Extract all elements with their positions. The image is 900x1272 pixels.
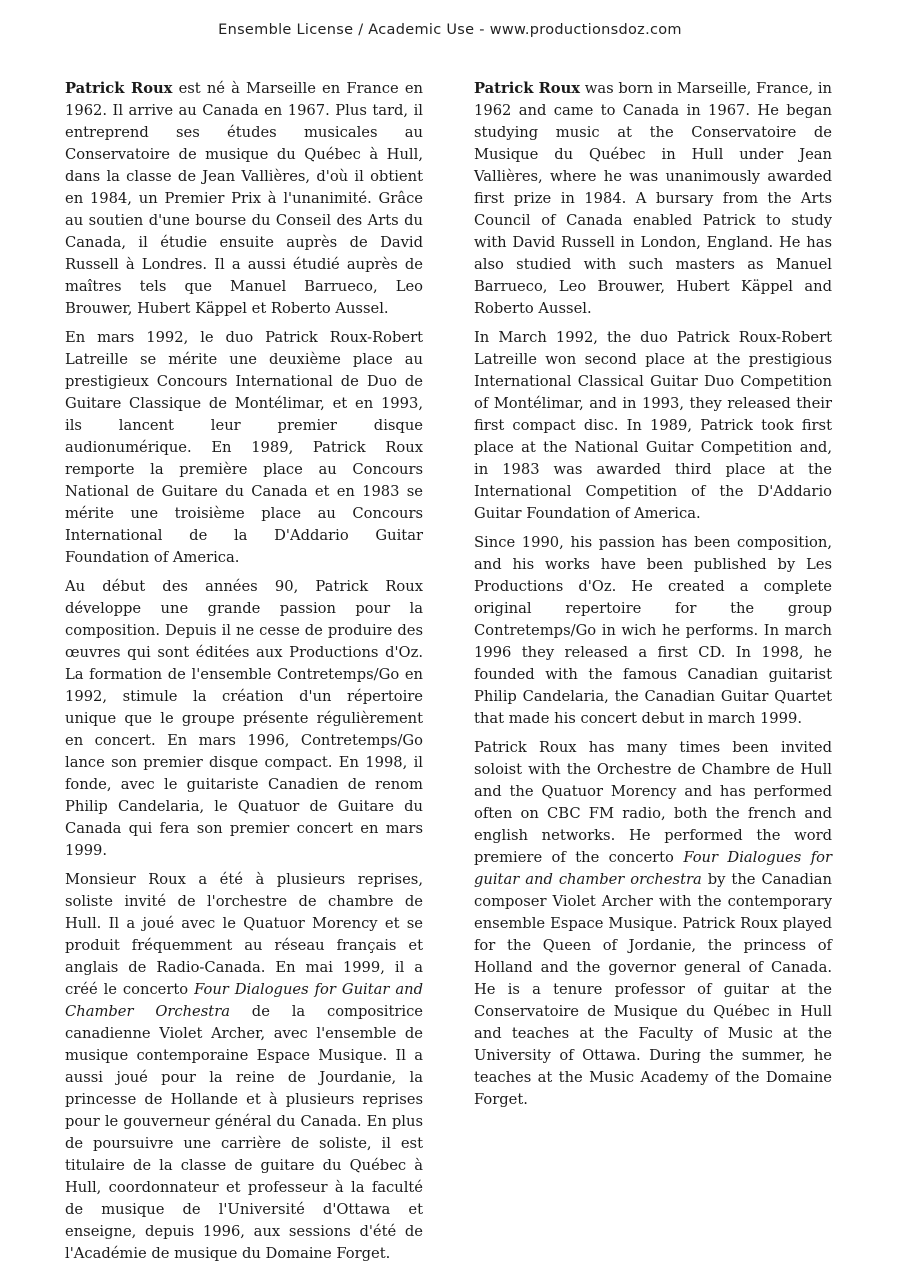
french-lead-name: Patrick Roux: [65, 80, 173, 97]
french-paragraph-4-before: Monsieur Roux a été à plusieurs reprises, soliste invité de l'orchestre de chambre de Hull. Il a joué avec le Quatuor Morency et se produit fréquemment au réseau français et anglais de Radio-Canada. En mai 1999, il a créé le concerto: [65, 871, 423, 998]
english-biography-column: [474, 78, 832, 1118]
english-paragraph-2: In March 1992, the duo Patrick Roux-Robert Latreille won second place at the prestigious International Classical Guitar Duo Competition of Montélimar, and in 1993, they released their first compact disc. In 1989, Patrick took first place at the National Guitar Competition and, in 1983 was awarded third place at the International Competition of the D'Addario Guitar Foundation of America.: [474, 329, 832, 522]
french-paragraph-4: [65, 869, 423, 1265]
french-paragraph-4-after: de la compositrice canadienne Violet Archer, avec l'ensemble de musique contemporaine Espace Musique. Il a aussi joué pour la reine de Jourdanie, la princesse de Hollande et à plusieurs reprises pour le gouverneur général du Canada. En plus de poursuivre une carrière de soliste, il est titulaire de la classe de guitare du Québec à Hull, coordonnateur et professeur à la faculté de musique de l'Université d'Ottawa et enseigne, depuis 1996, aux sessions d'été de l'Académie de musique du Domaine Forget.: [65, 1003, 423, 1262]
french-paragraph-1: [65, 78, 423, 320]
page-header: Ensemble License / Academic Use - www.productionsdoz.com: [218, 22, 682, 38]
french-paragraph-3: Au début des années 90, Patrick Roux développe une grande passion pour la composition. Depuis il ne cesse de produire des œuvres qui sont éditées aux Productions d'Oz. La formation de l'ensemble Contretemps/Go en 1992, stimule la création d'un répertoire unique que le groupe présente régulièrement en concert. En mars 1996, Contretemps/Go lance son premier disque compact. En 1998, il fonde, avec le guitariste Canadien de renom Philip Candelaria, le Quatuor de Guitare du Canada qui fera son premier concert en mars 1999.: [65, 578, 423, 859]
english-paragraph-3: Since 1990, his passion has been composition, and his works have been published by Les Productions d'Oz. He created a complete original repertoire for the group Contretemps/Go in wich he performs. In march 1996 they released a first CD. In 1998, he founded with the famous Canadian guitarist Philip Candelaria, the Canadian Guitar Quartet that made his concert debut in march 1999.: [474, 534, 832, 727]
english-paragraph-1: [474, 78, 832, 320]
english-paragraph-1-text: was born in Marseille, France, in 1962 and came to Canada in 1967. He began studying music at the Conservatoire de Musique du Québec in Hull under Jean Vallières, where he was unanimously awarded first prize in 1984. A bursary from the Arts Council of Canada enabled Patrick to study with David Russell in London, England. He has also studied with such masters as Manuel Barrueco, Leo Brouwer, Hubert Käppel and Roberto Aussel.: [474, 80, 832, 317]
english-paragraph-4: [474, 737, 832, 1111]
english-lead-name: Patrick Roux: [474, 80, 581, 97]
french-paragraph-2: En mars 1992, le duo Patrick Roux-Robert Latreille se mérite une deuxième place au prestigieux Concours International de Duo de Guitare Classique de Montélimar, et en 1993, ils lancent leur premier disque audionumérique. En 1989, Patrick Roux remporte la première place au Concours National de Guitare du Canada et en 1983 se mérite une troisième place au Concours International de la D'Addario Guitar Foundation of America.: [65, 329, 423, 566]
french-biography-column: [65, 78, 423, 1272]
english-paragraph-4-after: by the Canadian composer Violet Archer with the contemporary ensemble Espace Musique. Patrick Roux played for the Queen of Jordanie, the princess of Holland and the governor general of Canada. He is a tenure professor of guitar at the Conservatoire de Musique du Québec in Hull and teaches at the Faculty of Music at the University of Ottawa. During the summer, he teaches at the Music Academy of the Domaine Forget.: [474, 871, 832, 1108]
english-paragraph-4-before: Patrick Roux has many times been invited soloist with the Orchestre de Chambre de Hull and the Quatuor Morency and has performed often on CBC FM radio, both the french and english networks. He performed the word premiere of the concerto: [474, 739, 832, 866]
english-concerto-title: Four Dialogues for guitar and chamber orchestra: [474, 849, 832, 888]
french-concerto-title: Four Dialogues for Guitar and Chamber Orchestra: [65, 981, 423, 1020]
french-paragraph-1-text: est né à Marseille en France en 1962. Il arrive au Canada en 1967. Plus tard, il entreprend ses études musicales au Conservatoire de musique du Québec à Hull, dans la classe de Jean Vallières, d'où il obtient en 1984, un Premier Prix à l'unanimité. Grâce au soutien d'une bourse du Conseil des Arts du Canada, il étudie ensuite auprès de David Russell à Londres. Il a aussi étudié auprès de maîtres tels que Manuel Barrueco, Leo Brouwer, Hubert Käppel et Roberto Aussel.: [65, 80, 423, 317]
